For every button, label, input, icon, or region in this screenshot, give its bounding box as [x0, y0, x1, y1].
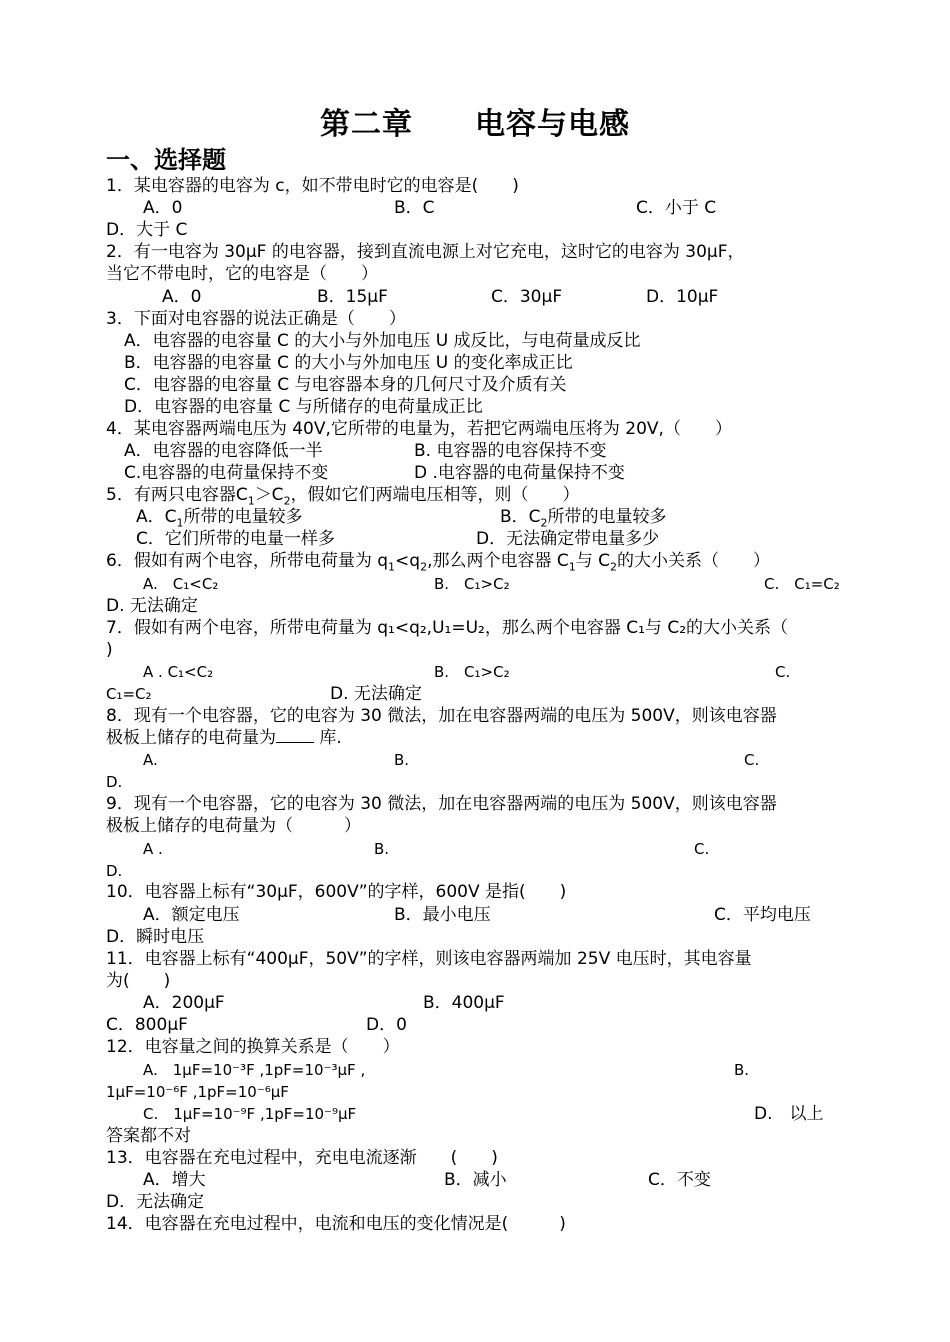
- q8-option-c: C.: [744, 751, 760, 769]
- q12-option-d: D. 以上: [754, 1104, 824, 1124]
- q4-option-b: B. 电容器的电容保持不变: [414, 441, 607, 461]
- q6-option-a: A. C₁<C₂: [143, 575, 219, 593]
- q9-stem-2: 极板上储存的电荷量为（ ）: [106, 816, 361, 836]
- q8-option-d: D.: [106, 773, 123, 791]
- q7-stem: 7．假如有两个电容，所带电荷量为 q₁<q₂,U₁=U₂，那么两个电容器 C₁与 C₂的大小关系（: [106, 618, 789, 638]
- q5-option-b: B．$C_2$所带的电量较多: [500, 507, 667, 530]
- q3-option-d: D．电容器的电容量 C 与所储存的电荷量成正比: [124, 397, 483, 417]
- q11-option-c: C．800μF: [106, 1015, 188, 1035]
- q9-option-d: D.: [106, 862, 123, 880]
- q3-option-a: A．电容器的电容量 C 的大小与外加电压 U 成反比，与电荷量成反比: [124, 331, 641, 351]
- q11-option-a: A．200μF: [143, 993, 225, 1013]
- q7-option-a: A . C₁<C₂: [143, 663, 214, 681]
- q11-option-d: D．0: [366, 1015, 407, 1035]
- chapter-number: 第二章: [320, 107, 413, 142]
- q7-option-c-value: C₁=C₂: [106, 685, 152, 703]
- q3-stem: 3．下面对电容器的说法正确是（ ）: [106, 309, 406, 329]
- q3-option-b: B．电容器的电容量 C 的大小与外加电压 U 的变化率成正比: [124, 353, 573, 373]
- q1-option-d: D．大于 C: [106, 220, 188, 240]
- q13-option-d: D．无法确定: [106, 1192, 205, 1212]
- q13-stem: 13．电容器在充电过程中，充电电流逐渐 ( ): [106, 1148, 498, 1168]
- q4-option-c: C.电容器的电荷量保持不变: [124, 463, 329, 483]
- q2-stem-2: 当它不带电时，它的电容是（ ）: [106, 264, 378, 284]
- chapter-name: 电容与电感: [475, 107, 630, 142]
- q4-option-d: D .电容器的电荷量保持不变: [414, 463, 625, 483]
- q3-option-c: C．电容器的电容量 C 与电容器本身的几何尺寸及介质有关: [124, 375, 567, 395]
- q11-option-b: B．400μF: [423, 993, 505, 1013]
- q9-option-c: C.: [694, 840, 710, 858]
- q5-option-c: C．它们所带的电量一样多: [136, 529, 335, 549]
- q12-option-b-value: 1μF=10⁻⁶F ,1pF=10⁻⁶μF: [106, 1083, 289, 1101]
- q1-option-b: B．C: [394, 198, 435, 218]
- q1-option-a: A．0: [143, 198, 183, 218]
- q10-stem: 10．电容器上标有“30μF，600V”的字样，600V 是指( ): [106, 882, 567, 902]
- q5-option-a: A．$C_1$所带的电量较多: [136, 507, 303, 530]
- q8-option-b: B.: [394, 751, 410, 769]
- q12-stem: 12．电容量之间的换算关系是（ ）: [106, 1037, 400, 1057]
- q7-option-b: B. C₁>C₂: [434, 663, 510, 681]
- q8-stem: 8．现有一个电容器，它的电容为 30 微法，加在电容器两端的电压为 500V，则该电容器: [106, 706, 777, 726]
- q12-option-b: B.: [734, 1061, 750, 1079]
- q2-option-a: A．0: [162, 287, 202, 307]
- q12-option-c: C. 1μF=10⁻⁹F ,1pF=10⁻⁹μF: [143, 1105, 357, 1123]
- q11-stem-2: 为( ): [106, 971, 171, 991]
- q7-option-c: C.: [775, 663, 791, 681]
- q1-stem: 1．某电容器的电容为 c，如不带电时它的电容是( ): [106, 176, 519, 196]
- q9-option-a: A .: [143, 840, 163, 858]
- q14-stem: 14．电容器在充电过程中，电流和电压的变化情况是( ): [106, 1214, 566, 1234]
- q6-option-b: B. C₁>C₂: [434, 575, 510, 593]
- q10-option-c: C．平均电压: [714, 905, 811, 925]
- q6-option-d: D. 无法确定: [106, 596, 198, 616]
- q12-option-d-cont: 答案都不对: [106, 1126, 191, 1146]
- q11-stem: 11．电容器上标有“400μF，50V”的字样，则该电容器两端加 25V 电压时，其电容量: [106, 949, 752, 969]
- q4-option-a: A．电容器的电容降低一半: [124, 441, 323, 461]
- q12-option-a: A. 1μF=10⁻³F ,1pF=10⁻³μF ,: [143, 1061, 366, 1079]
- q7-stem-2: ): [106, 640, 113, 660]
- q2-option-d: D．10μF: [646, 287, 719, 307]
- section-heading: 一、选择题: [106, 146, 226, 174]
- q10-option-b: B．最小电压: [394, 905, 491, 925]
- answer-blank: [276, 728, 314, 743]
- q6-stem: 6．假如有两个电容，所带电荷量为 $q_1<q_2$,那么两个电容器 $C_1$与 $C_2$的大小关系（ ）: [106, 551, 771, 574]
- q6-option-c: C. C₁=C₂: [764, 575, 840, 593]
- q10-option-a: A．额定电压: [143, 905, 240, 925]
- q13-option-b: B．减小: [444, 1170, 507, 1190]
- q2-option-c: C．30μF: [491, 287, 563, 307]
- q4-stem: 4．某电容器两端电压为 40V,它所带的电量为，若把它两端电压将为 20V,（ ）: [106, 419, 732, 439]
- q8-option-a: A.: [143, 751, 158, 769]
- q7-option-d: D. 无法确定: [330, 684, 422, 704]
- q2-option-b: B．15μF: [317, 287, 388, 307]
- q10-option-d: D．瞬时电压: [106, 927, 205, 947]
- q9-option-b: B.: [374, 840, 390, 858]
- q2-stem: 2．有一电容为 30μF 的电容器，接到直流电源上对它充电，这时它的电容为 30μF，: [106, 242, 745, 262]
- q13-option-a: A．增大: [143, 1170, 206, 1190]
- chapter-title: [0, 105, 950, 145]
- q5-stem: 5．有两只电容器$C_1>C_2$，假如它们两端电压相等，则（ ）: [106, 485, 580, 508]
- q1-option-c: C．小于 C: [636, 198, 717, 218]
- q5-option-d: D．无法确定带电量多少: [476, 529, 660, 549]
- q13-option-c: C．不变: [648, 1170, 711, 1190]
- q9-stem: 9．现有一个电容器，它的电容为 30 微法，加在电容器两端的电压为 500V，则该电容器: [106, 794, 777, 814]
- q8-stem-2: 极板上储存的电荷量为 库.: [106, 728, 342, 748]
